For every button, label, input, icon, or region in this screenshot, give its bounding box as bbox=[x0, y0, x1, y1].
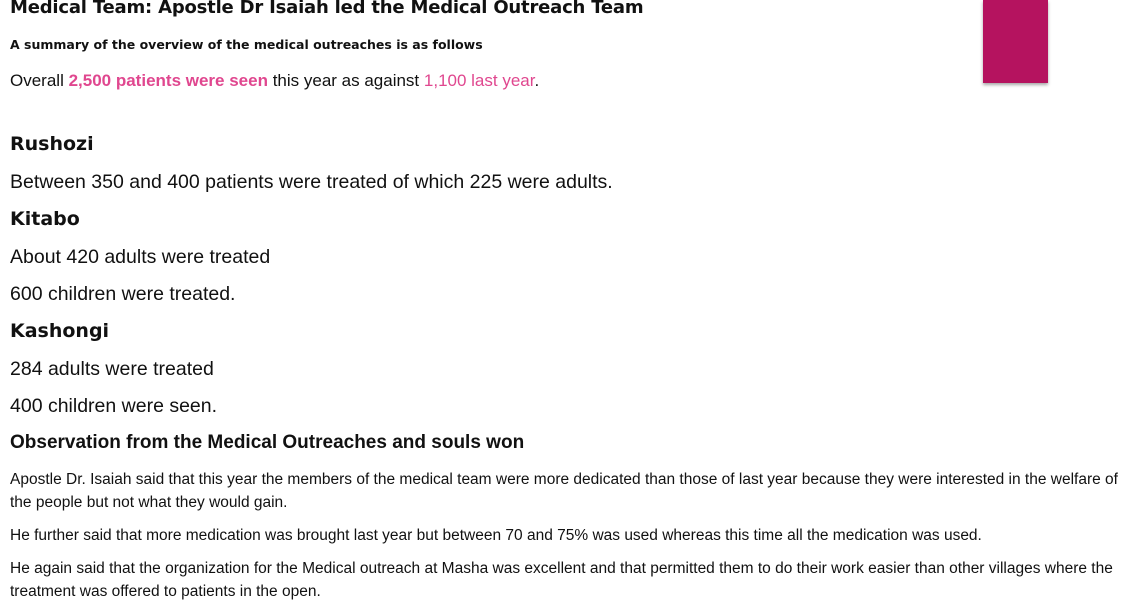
overall-highlight-current: 2,500 patients were seen bbox=[68, 71, 268, 90]
overall-suffix: . bbox=[534, 71, 540, 90]
accent-bar bbox=[983, 0, 1048, 83]
rushozi-line-1: Between 350 and 400 patients were treated of which 225 were adults. bbox=[10, 171, 613, 193]
overall-highlight-previous: 1,100 last year bbox=[423, 71, 535, 90]
section-heading-kashongi: Kashongi bbox=[10, 320, 110, 342]
page-title: Medical Team: Apostle Dr Isaiah led the Medical Outreach Team bbox=[10, 0, 644, 18]
kashongi-line-2: 400 children were seen. bbox=[10, 395, 218, 417]
kitabo-line-1: About 420 adults were treated bbox=[10, 246, 271, 268]
kashongi-line-1: 284 adults were treated bbox=[10, 358, 214, 380]
observation-paragraph-1: Apostle Dr. Isaiah said that this year the members of the medical team were more dedicated than those of last year because they were interested in the welfare of the people but not what they would gain. bbox=[10, 471, 1118, 511]
section-heading-kitabo: Kitabo bbox=[10, 208, 80, 230]
observation-heading: Observation from the Medical Outreaches and souls won bbox=[10, 432, 525, 453]
observation-paragraph-2: He further said that more medication was brought last year but between 70 and 75% was used whereas this time all the medication was used. bbox=[10, 527, 982, 544]
overall-summary bbox=[10, 71, 539, 91]
overall-middle: this year as against bbox=[267, 71, 424, 90]
page-subtitle: A summary of the overview of the medical outreaches is as follows bbox=[10, 37, 483, 52]
observation-paragraph-3: He again said that the organization for the Medical outreach at Masha was excellent and that permitted them to do their work easier than other villages where the treatment was offered to patients in the open. bbox=[10, 560, 1113, 600]
overall-prefix: Overall bbox=[10, 71, 69, 90]
section-heading-rushozi: Rushozi bbox=[10, 133, 94, 155]
kitabo-line-2: 600 children were treated. bbox=[10, 283, 236, 305]
